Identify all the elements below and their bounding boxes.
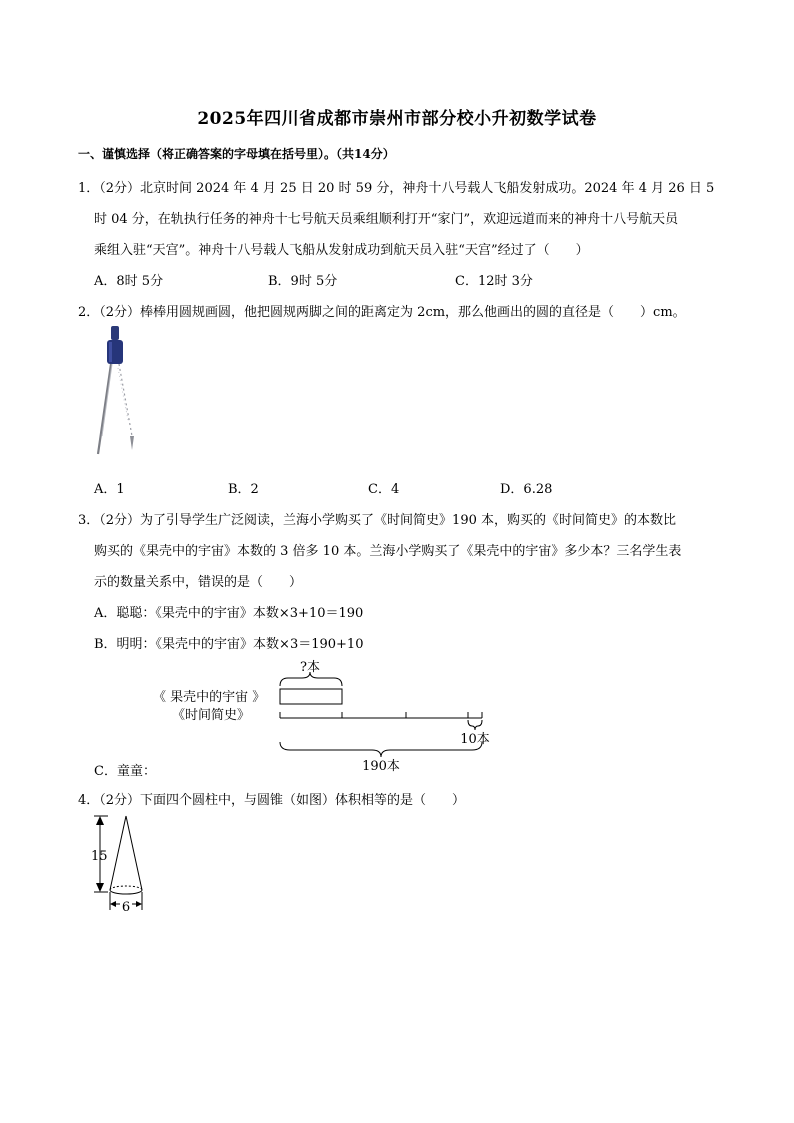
q3-option-c[interactable]: C．童童： [94,764,156,779]
cone-figure [88,812,158,914]
q1-line-2: 时 04 分，在轨执行任务的神舟十七号航天员乘组顺利打开“家门”，欢迎远道而来的神舟十八号航天员 [94,212,679,227]
height-label: 15 [91,849,108,864]
q3-line-3: 示的数量关系中，错误的是（ ） [94,575,303,590]
label-total: 190本 [362,759,400,774]
compass-pencil-tip [130,436,134,450]
q4-line-1: 4．（2分）下面四个圆柱中，与圆锥（如图）体积相等的是（ ） [78,793,466,808]
bottom-brace [280,742,482,757]
q2-option-a[interactable]: A．1 [94,482,125,497]
q2-line-1: 2．（2分）棒棒用圆规画圆，他把圆规两脚之间的距离定为 2cm，那么他画出的圆的直径是（ ）cm。 [78,305,686,320]
page-title: 2025年四川省成都市崇州市部分校小升初数学试卷 [197,109,597,129]
q3-line-2: 购买的《果壳中的宇宙》本数的 3 倍多 10 本。兰海小学购买了《果壳中的宇宙》多少本？三名学生表 [94,544,682,559]
label-ten: 10本 [460,732,490,747]
diameter-label: 6 [121,900,131,914]
q1-option-b[interactable]: B．9时 5分 [268,274,338,289]
segment-diagram [150,656,500,776]
q1-line-1: 1．（2分）北京时间 2024 年 4 月 25 日 20 时 59 分，神舟十八号载人飞船发射成功。2024 年 4 月 26 日 5 [78,181,715,196]
q1-line-3: 乘组入驻“天宫”。神舟十八号载人飞船从发射成功到航天员入驻“天宫”经过了（ ） [94,243,589,258]
q2-option-d[interactable]: D．6.28 [500,482,553,497]
q2-option-c[interactable]: C．4 [368,482,400,497]
small-brace-ten [468,720,482,730]
cone-side-left [110,816,126,890]
compass-figure [94,324,144,460]
bar-book-universe [280,689,342,704]
section-heading: 一、谨慎选择（将正确答案的字母填在括号里）。（共14分） [78,147,395,161]
q1-option-c[interactable]: C．12时 3分 [455,274,533,289]
compass-pencil-leg [119,364,132,436]
label-book-history: 《时间简史》 [172,708,251,723]
q3-line-1: 3．（2分）为了引导学生广泛阅读，兰海小学购买了《时间简史》190 本，购买的《时间简史》的本数比 [78,513,676,528]
label-book-universe: 《 果壳中的宇宙 》 [153,690,266,705]
compass-handle [111,326,119,340]
q2-option-b[interactable]: B．2 [228,482,259,497]
q3-option-b[interactable]: B．明明：《果壳中的宇宙》本数×3＝190+10 [94,637,364,652]
q1-option-a[interactable]: A．8时 5分 [94,274,164,289]
cone-base [110,886,142,890]
compass-needle-leg [98,364,111,454]
unknown-quantity-label: ?本 [300,660,320,675]
cone-side-right [126,816,142,890]
q3-option-a[interactable]: A．聪聪：《果壳中的宇宙》本数×3+10＝190 [94,606,364,621]
